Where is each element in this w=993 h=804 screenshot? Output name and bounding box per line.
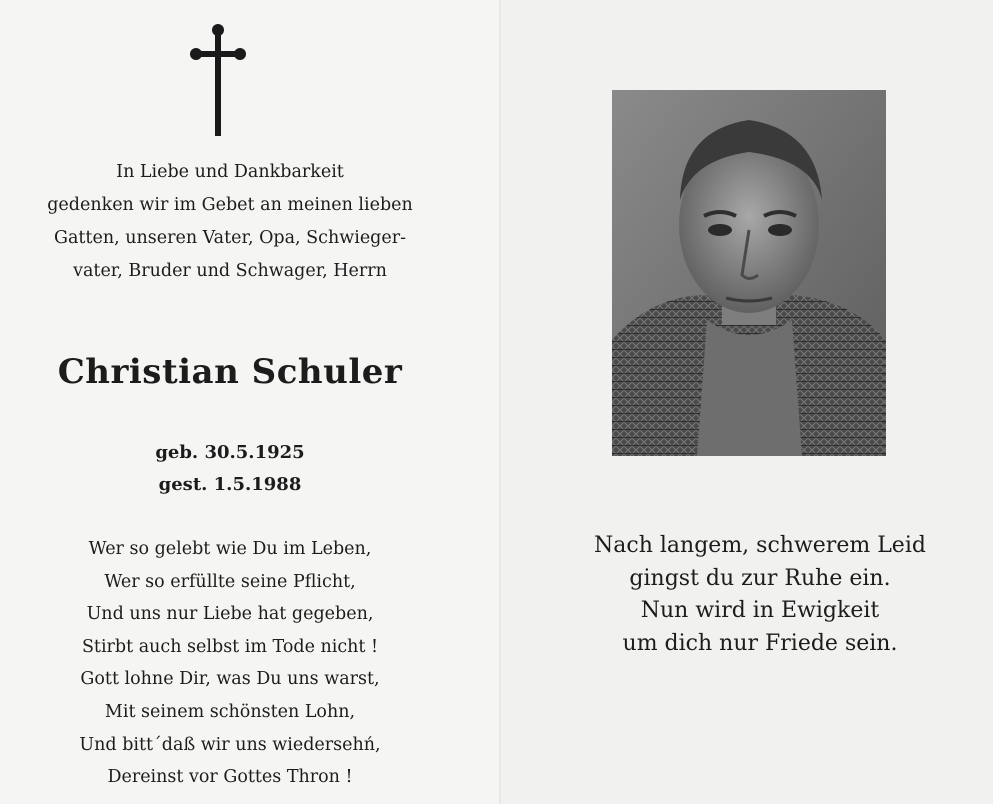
- closing-verse: [560, 530, 960, 660]
- birth-date: geb. 30.5.1925: [155, 442, 305, 463]
- poem-line: Mit seinem schönsten Lohn,: [104, 701, 356, 722]
- poem-line: Und bitt´daß wir uns wiedersehń,: [79, 734, 381, 755]
- portrait-photo-icon: [612, 90, 886, 456]
- death-date: gest. 1.5.1988: [158, 474, 302, 495]
- poem-line: Wer so erfüllte seine Pflicht,: [104, 571, 356, 592]
- deceased-name: Christian Schuler: [57, 352, 403, 392]
- poem-line: Gott lohne Dir, was Du uns warst,: [80, 669, 380, 690]
- portrait-photo: [612, 90, 886, 456]
- life-dates: [0, 437, 460, 501]
- dedication-text: [0, 156, 460, 288]
- verse-line: Nach langem, schwerem Leid: [594, 533, 926, 558]
- verse-line: gingst du zur Ruhe ein.: [629, 565, 891, 591]
- verse-line: um dich nur Friede sein.: [622, 630, 898, 656]
- cross-icon: [190, 22, 246, 136]
- poem-line: Und uns nur Liebe hat gegeben,: [86, 604, 374, 625]
- poem-line: Dereinst vor Gottes Thron !: [107, 767, 353, 788]
- poem-line: Wer so gelebt wie Du im Leben,: [88, 539, 372, 559]
- card-fold: [499, 0, 501, 804]
- dedication-line: vater, Bruder und Schwager, Herrn: [73, 261, 387, 281]
- dedication-line: In Liebe und Dankbarkeit: [116, 162, 344, 182]
- dedication-line: Gatten, unseren Vater, Opa, Schwieger-: [53, 228, 407, 248]
- poem-line: Stirbt auch selbst im Tode nicht !: [81, 636, 379, 657]
- dedication-line: gedenken wir im Gebet an meinen lieben: [47, 195, 413, 215]
- memorial-poem: [0, 533, 460, 794]
- verse-line: Nun wird in Ewigkeit: [640, 598, 880, 623]
